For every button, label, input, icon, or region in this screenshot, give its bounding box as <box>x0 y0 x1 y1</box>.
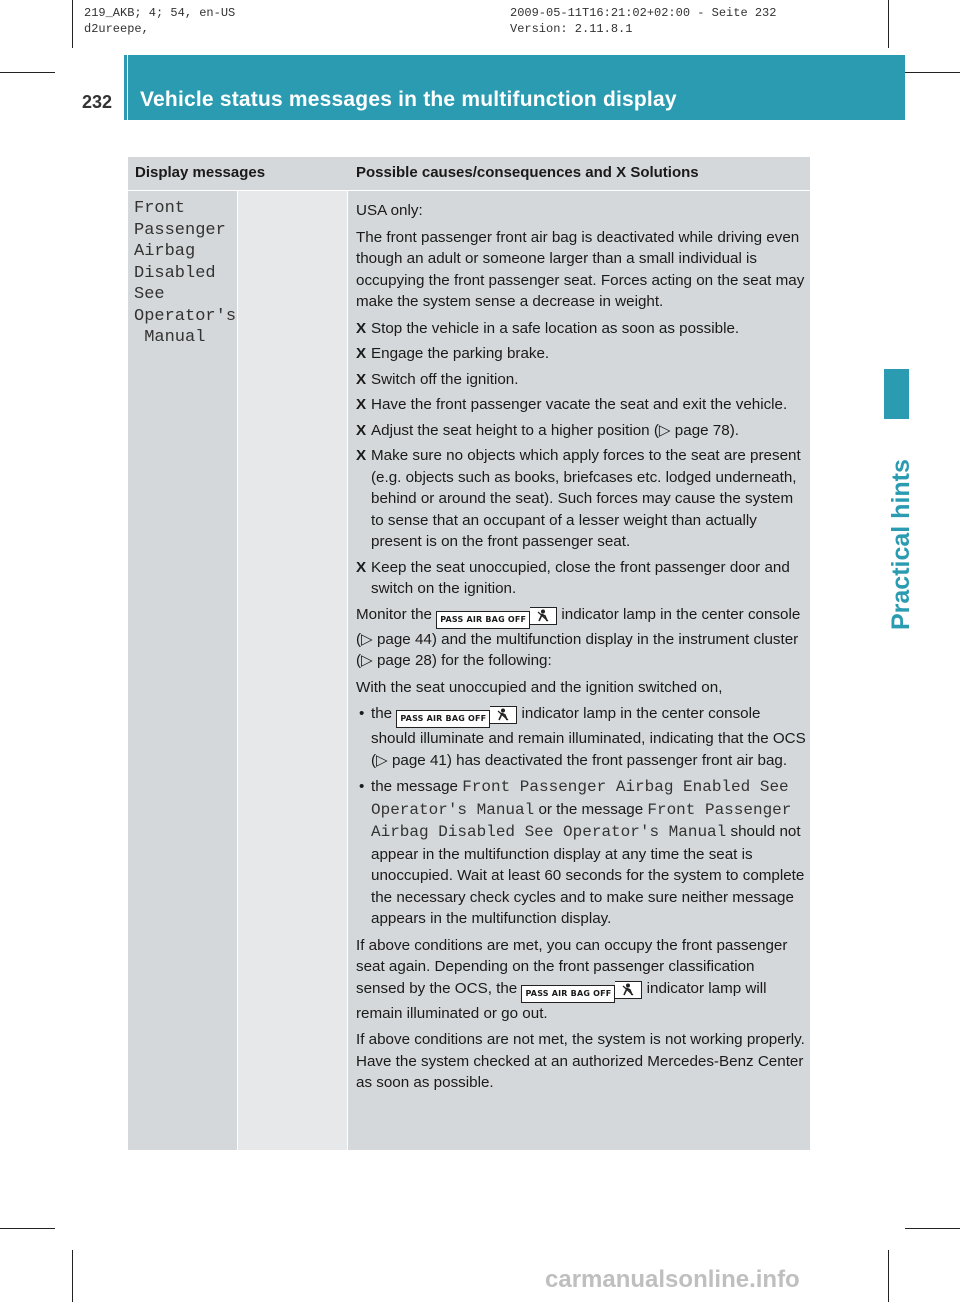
conditions-met-paragraph <box>356 935 806 1025</box>
usa-only-label: USA only: <box>356 202 423 219</box>
conditions-not-met-paragraph: If above conditions are not met, the system is not working properly. Have the system checked at an authorized Mercedes-Benz Center as soon as possible. <box>356 1031 805 1091</box>
seat-occupant-icon <box>530 607 557 625</box>
crop-mark-top-right <box>888 0 889 48</box>
header-separator <box>124 55 127 120</box>
side-tab <box>875 430 915 630</box>
pass-air-bag-off-label: PASS AIR BAG OFF <box>436 611 530 629</box>
print-meta-left <box>84 5 235 37</box>
watermark: carmanualsonline.info <box>545 1266 800 1293</box>
step-text: Adjust the seat height to a higher position (▷ page 78). <box>371 421 739 439</box>
step-text: Engage the parking brake. <box>371 345 550 362</box>
step-item <box>356 557 806 600</box>
table-col-spacer <box>238 191 347 1150</box>
bullet-icon: • <box>359 778 365 795</box>
step-item <box>356 318 806 340</box>
crop-mark-bottom-left-h <box>0 1228 55 1229</box>
with-seat-paragraph: With the seat unoccupied and the ignition switched on, <box>356 678 723 696</box>
step-arrow-icon: X <box>356 558 367 576</box>
step-item <box>356 445 806 553</box>
step-arrow-icon: X <box>356 345 367 362</box>
bullet-icon: • <box>359 705 365 722</box>
col-header-solutions-prefix: Possible causes/consequences and <box>356 164 617 181</box>
step-item <box>356 394 806 416</box>
monitor-suffix: indicator lamp in the center console (▷ page 44) and the multifunction display in the instrument cluster (▷ page 28) for the following: <box>356 605 801 669</box>
page-title: Vehicle status messages in the multifunction display <box>140 88 677 111</box>
pass-air-bag-off-label: PASS AIR BAG OFF <box>396 710 490 728</box>
col-header-solutions <box>356 164 699 181</box>
pass-air-bag-off-indicator-icon <box>396 706 517 728</box>
monitor-paragraph <box>356 604 806 672</box>
crop-mark-bottom-right-h <box>905 1228 960 1229</box>
step-item <box>356 420 806 442</box>
step-text: Switch off the ignition. <box>371 370 519 388</box>
print-meta-right <box>510 5 776 37</box>
page-number: 232 <box>82 92 113 112</box>
display-message-text: Front Passenger Airbag Disabled See Operator's Manual <box>134 199 237 347</box>
print-meta-right-line1: 2009-05-11T16:21:02+02:00 - Seite 232 <box>510 6 777 20</box>
bullet2-c: should not appear in the multifunction display at any time the seat is unoccupied. Wait at least 60 seconds for the system to complete the necessary check cycles and to make sure neither message appears in the multifunction display. <box>371 823 805 927</box>
step-item <box>356 343 806 365</box>
bullet-item <box>356 776 806 930</box>
solutions-body <box>356 200 806 1099</box>
seat-occupant-icon <box>615 981 642 999</box>
solution-arrow-icon: X <box>616 164 627 181</box>
crop-mark-top-left-h <box>0 72 55 73</box>
col-header-display-messages: Display messages <box>135 164 266 181</box>
intro-paragraph: The front passenger front air bag is deactivated while driving even though an adult or someone larger than a small individual is occupying the front passenger seat. Forces acting on the seat may make the system sense a decrease in weight. <box>356 228 805 310</box>
step-item <box>356 369 806 391</box>
met-suffix: indicator lamp will remain illuminated or go out. <box>356 979 767 1022</box>
col-header-solutions-suffix: Solutions <box>630 164 699 181</box>
print-meta-left-line1: 219_AKB; 4; 54, en-US <box>84 6 236 20</box>
bullet2-msg2: Front Passenger Airbag Disabled See Operator's Manual <box>371 800 792 841</box>
bullet1-prefix: the <box>371 705 397 722</box>
bullet-item <box>356 703 806 771</box>
met-prefix: If above conditions are met, you can occupy the front passenger seat again. Depending on the front passenger classification sensed by the OCS, the <box>356 936 788 997</box>
crop-mark-bottom-right <box>888 1250 889 1302</box>
step-arrow-icon: X <box>356 370 367 388</box>
crop-mark-top-left <box>72 0 73 48</box>
side-tab-block <box>884 369 909 419</box>
bullet2-b: or the message <box>534 800 648 818</box>
step-text: Keep the seat unoccupied, close the front passenger door and switch on the ignition. <box>371 558 790 597</box>
seat-occupant-icon <box>490 706 517 724</box>
step-text: Stop the vehicle in a safe location as soon as possible. <box>371 319 740 337</box>
crop-mark-bottom-left <box>72 1250 73 1302</box>
step-arrow-icon: X <box>356 396 367 413</box>
print-meta-left-line2: d2ureepe, <box>84 22 149 36</box>
bullet2-a: the message <box>371 778 463 795</box>
crop-mark-top-right-h <box>905 72 960 73</box>
bullet2-msg1: Front Passenger Airbag Enabled See Operator's Manual <box>371 778 789 819</box>
side-tab-label: Practical hints <box>887 459 915 630</box>
step-text: Have the front passenger vacate the seat and exit the vehicle. <box>371 396 788 413</box>
step-arrow-icon: X <box>356 421 367 439</box>
step-text: Make sure no objects which apply forces to the seat are present (e.g. objects such as books, briefcases etc. lodged underneath, behind or around the seat). Such forces may cause the system to sense that an occupant of a lesser weight than actually present is on the front passenger seat. <box>371 447 801 550</box>
monitor-prefix: Monitor the <box>356 605 437 623</box>
pass-air-bag-off-indicator-icon <box>436 607 557 629</box>
print-meta-right-line2: Version: 2.11.8.1 <box>510 22 633 36</box>
pass-air-bag-off-label: PASS AIR BAG OFF <box>521 985 615 1003</box>
step-arrow-icon: X <box>356 447 367 464</box>
bullet1-suffix: indicator lamp in the center console should illuminate and remain illuminated, indicating that the OCS (▷ page 41) has deactivated the front passenger front air bag. <box>371 705 806 769</box>
step-arrow-icon: X <box>356 319 367 337</box>
pass-air-bag-off-indicator-icon <box>521 981 642 1003</box>
